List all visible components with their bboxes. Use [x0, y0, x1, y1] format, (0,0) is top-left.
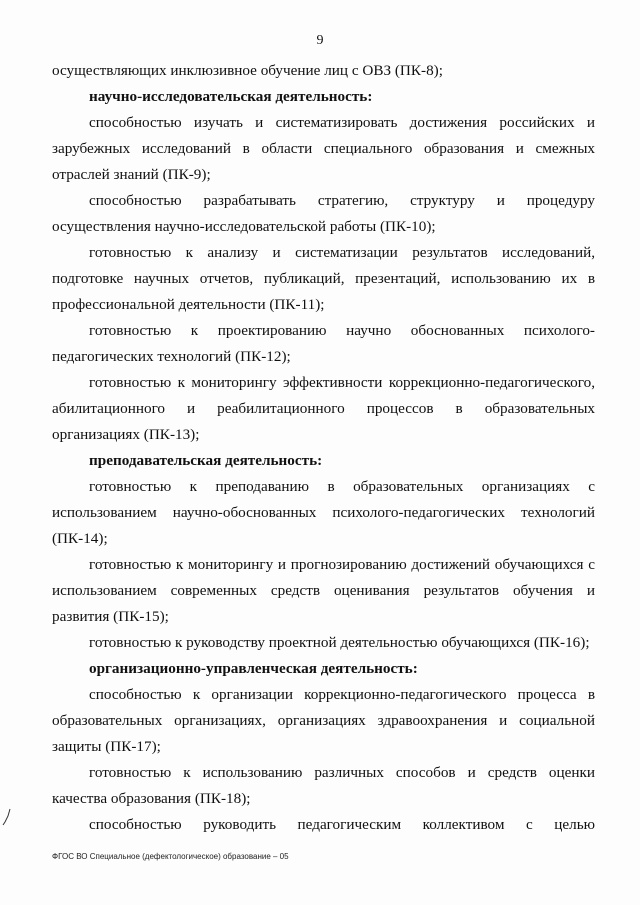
section-heading-research: научно-исследовательская деятельность:: [89, 88, 373, 105]
pen-mark-icon: [2, 808, 12, 826]
paragraph-pk17: способностью к организации коррекционно-педагогического процесса в образовательных организациях, организациях здравоохранения и социальной защиты (ПК-17);: [52, 686, 595, 755]
paragraph-pk18: готовностью к использованию различных способов и средств оценки качества образования (ПК-18);: [52, 764, 595, 807]
paragraph-pk14: готовностью к преподаванию в образовательных организациях с использованием научно-обоснованных психолого-педагогических технологий (ПК-14);: [52, 478, 595, 547]
paragraph-pk8-continuation: осуществляющих инклюзивное обучение лиц с ОВЗ (ПК-8);: [52, 62, 443, 79]
page-number: 9: [316, 33, 324, 48]
paragraph-pk11: готовностью к анализу и систематизации результатов исследований, подготовке научных отчетов, публикаций, презентаций, использованию их в профессиональной деятельности (ПК-11);: [52, 244, 595, 313]
document-body: [52, 58, 595, 838]
paragraph-pk15: готовностью к мониторингу и прогнозированию достижений обучающихся с использованием современных средств оценивания результатов обучения и развития (ПК-15);: [52, 556, 595, 625]
paragraph-pk13: готовностью к мониторингу эффективности коррекционно-педагогического, абилитационного и реабилитационного процессов в образовательных организациях (ПК-13);: [52, 374, 595, 443]
page-footer: ФГОС ВО Специальное (дефектологическое) образование – 05: [52, 852, 289, 861]
section-heading-management: организационно-управленческая деятельность:: [89, 660, 418, 677]
section-heading-teaching: преподавательская деятельность:: [89, 452, 323, 469]
paragraph-pk12: готовностью к проектированию научно обоснованных психолого-педагогических технологий (ПК-12);: [52, 322, 595, 365]
paragraph-pk19-start: способностью руководить педагогическим коллективом с целью: [89, 816, 595, 833]
paragraph-pk9: способностью изучать и систематизировать достижения российских и зарубежных исследований в области специального образования и смежных отраслей знаний (ПК-9);: [52, 114, 595, 183]
paragraph-pk10: способностью разрабатывать стратегию, структуру и процедуру осуществления научно-исследовательской работы (ПК-10);: [52, 192, 595, 235]
paragraph-pk16: готовностью к руководству проектной деятельностью обучающихся (ПК-16);: [89, 634, 590, 651]
